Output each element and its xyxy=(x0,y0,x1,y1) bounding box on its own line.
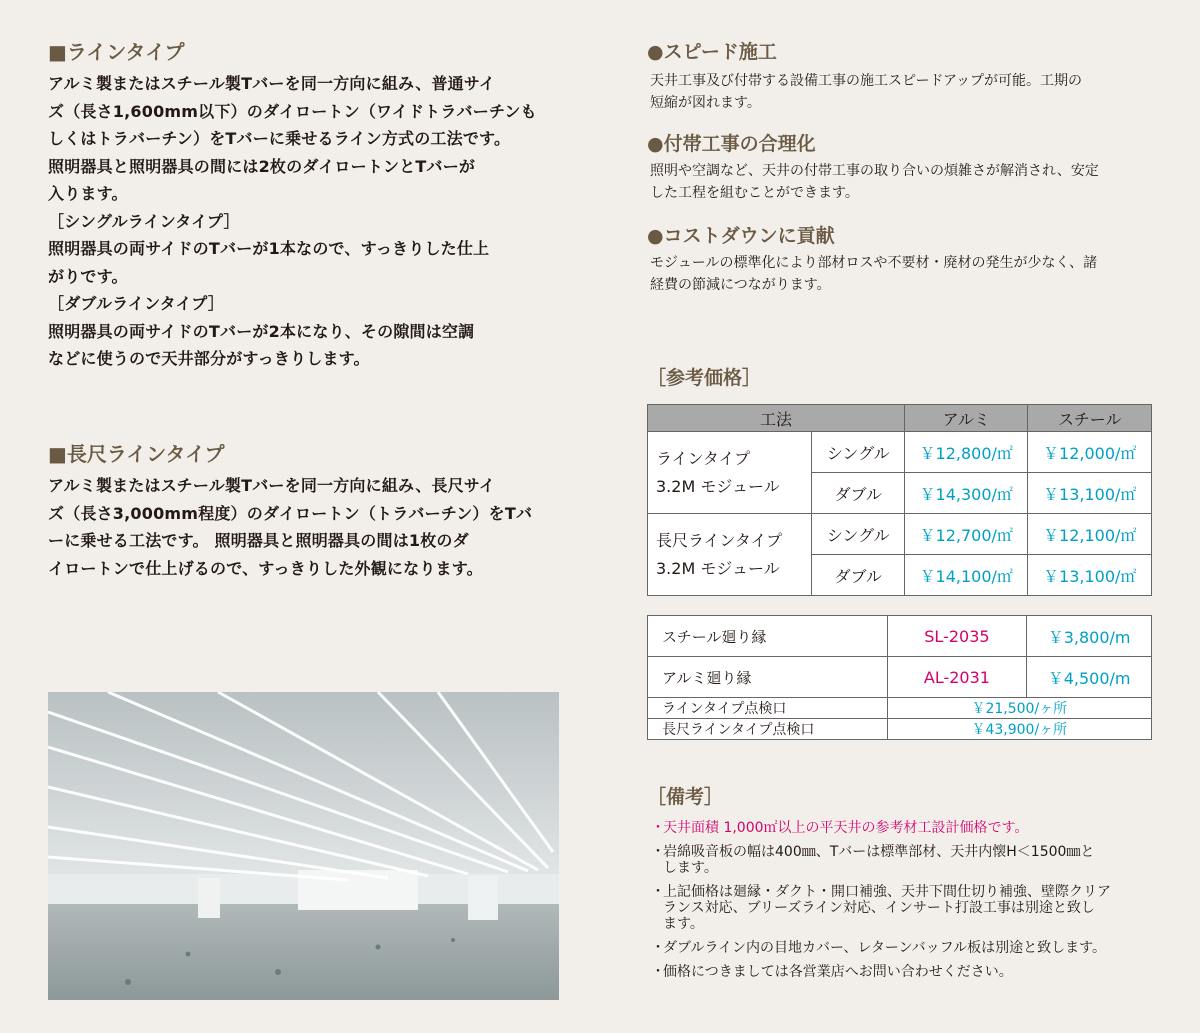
text-line: などに使うので天井部分がすっきりします。 xyxy=(48,349,370,368)
list-item xyxy=(651,940,1161,956)
text-line: 照明器具と照明器具の間には2枚のダイロートンとTバーが xyxy=(48,156,476,176)
text-line: 経費の節減につながります。 xyxy=(650,277,831,293)
text-line: した工程を組むことができます。 xyxy=(650,185,859,201)
subtype-cell: ダブル xyxy=(812,555,905,596)
accessory-price: ￥4,500/m xyxy=(1027,657,1152,698)
text-line: ［シングルラインタイプ］ xyxy=(48,211,240,231)
bullet: ・ xyxy=(651,940,665,956)
accessory-name: アルミ廻り縁 xyxy=(648,657,888,698)
table-row xyxy=(648,698,1152,719)
note-line: 岩綿吸音板の幅は400㎜、Tバーは標準部材、天井内懐H＜1500㎜と xyxy=(663,844,1095,860)
long-type-heading: ■長尺ラインタイプ xyxy=(48,442,225,466)
subtype-cell: ダブル xyxy=(812,473,905,514)
alumi-price-cell: ￥14,100/㎡ xyxy=(904,555,1027,596)
text-line: ズ（長さ1,600mm以下）のダイロートン（ワイドトラバーチンも xyxy=(48,101,537,121)
text-line: ［ダブルラインタイプ］ xyxy=(48,294,225,313)
inspection-name: 長尺ラインタイプ点検口 xyxy=(648,719,888,740)
column-header-alumi: アルミ xyxy=(904,405,1027,432)
note-line: ます。 xyxy=(663,916,704,932)
feature-heading-cost: ●コストダウンに貢献 xyxy=(647,225,835,247)
text-line: がりです。 xyxy=(48,266,128,286)
steel-price-cell: ￥12,000/㎡ xyxy=(1028,432,1152,473)
subtype-cell: シングル xyxy=(812,514,905,555)
steel-price-cell: ￥13,100/㎡ xyxy=(1028,473,1152,514)
method-name: ラインタイプ xyxy=(656,448,751,468)
text-line: ズ（長さ3,000mm程度）のダイロートン（トラバーチン）をTバ xyxy=(48,503,533,523)
feature-heading-rationalization: ●付帯工事の合理化 xyxy=(647,133,816,155)
ceiling-photo xyxy=(48,692,559,1000)
method-module: 3.2M モジュール xyxy=(656,476,780,496)
table-row xyxy=(648,616,1152,657)
feature-text-cost xyxy=(650,252,1097,296)
method-name: 長尺ラインタイプ xyxy=(656,530,783,550)
text-line: 天井工事及び付帯する設備工事の施工スピードアップが可能。工期の xyxy=(650,73,1083,89)
method-module: 3.2M モジュール xyxy=(656,558,780,578)
inspection-price: ￥43,900/ヶ所 xyxy=(887,719,1151,740)
alumi-price-cell: ￥12,700/㎡ xyxy=(904,514,1027,555)
inspection-name: ラインタイプ点検口 xyxy=(648,698,888,719)
text-line: しくはトラバーチン）をTバーに乗せるライン方式の工法です。 xyxy=(48,129,511,148)
text-line: アルミ製またはスチール製Tバーを同一方向に組み、普通サイ xyxy=(48,74,496,93)
alumi-price-cell: ￥12,800/㎡ xyxy=(904,432,1027,473)
price-table xyxy=(647,404,1152,596)
accessory-code: AL-2031 xyxy=(887,657,1027,698)
text-line: アルミ製またはスチール製Tバーを同一方向に組み、長尺サイ xyxy=(48,476,496,495)
method-cell xyxy=(648,432,812,514)
note-line: 上記価格は廻縁・ダクト・開口補強、天井下間仕切り補強、壁際クリア xyxy=(663,884,1111,900)
bullet: ・ xyxy=(651,820,665,836)
text-line: 照明器具の両サイドのTバーが2本になり、その隙間は空調 xyxy=(48,321,475,341)
table-row xyxy=(648,719,1152,740)
price-table-header xyxy=(648,405,1152,432)
note-line: ダブルライン内の目地カバー、レターンバッフル板は別途と致します。 xyxy=(663,940,1106,956)
notes-section-label: ［備考］ xyxy=(647,786,724,808)
line-type-description xyxy=(48,70,537,373)
ceiling-photo-graphic xyxy=(48,692,559,1000)
column-header-method: 工法 xyxy=(648,405,905,432)
note-line: 価格につきましては各営業店へお問い合わせください。 xyxy=(663,964,1013,980)
steel-price-cell: ￥13,100/㎡ xyxy=(1028,555,1152,596)
text-line: 照明器具の両サイドのTバーが1本なので、すっきりした仕上 xyxy=(48,239,490,258)
text-line: 入ります。 xyxy=(48,184,128,203)
bullet: ・ xyxy=(651,844,665,860)
note-line: します。 xyxy=(663,860,718,876)
subtype-cell: シングル xyxy=(812,432,905,473)
text-line: イロートンで仕上げるので、すっきりした外観になります。 xyxy=(48,558,483,578)
steel-price-cell: ￥12,100/㎡ xyxy=(1028,514,1152,555)
method-cell xyxy=(648,514,812,596)
price-section-label: ［参考価格］ xyxy=(647,367,762,389)
bullet: ・ xyxy=(651,884,665,900)
text-line: モジュールの標準化により部材ロスや不要材・廃材の発生が少なく、諸 xyxy=(650,255,1098,271)
line-type-heading: ■ラインタイプ xyxy=(48,40,185,64)
text-line: 短縮が図れます。 xyxy=(650,95,761,111)
note-line: ランス対応、ブリーズライン対応、インサート打設工事は別途と致し xyxy=(663,900,1095,916)
text-line: 照明や空調など、天井の付帯工事の取り合いの煩雑さが解消され、安定 xyxy=(650,163,1099,179)
alumi-price-cell: ￥14,300/㎡ xyxy=(904,473,1027,514)
accessory-price: ￥3,800/m xyxy=(1027,616,1152,657)
feature-text-rationalization xyxy=(650,160,1099,204)
note-line: 天井面積 1,000㎡以上の平天井の参考材工設計価格です。 xyxy=(663,820,1029,836)
list-item xyxy=(651,820,1161,836)
feature-heading-speed: ●スピード施工 xyxy=(647,41,777,63)
bullet: ・ xyxy=(651,964,665,980)
column-header-steel: スチール xyxy=(1028,405,1152,432)
feature-text-speed xyxy=(650,70,1082,114)
text-line: ーに乗せる工法です。 照明器具と照明器具の間は1枚のダ xyxy=(48,531,469,550)
inspection-price: ￥21,500/ヶ所 xyxy=(887,698,1151,719)
long-type-description xyxy=(48,472,532,582)
table-row xyxy=(648,514,1152,555)
accessories-table xyxy=(647,615,1152,740)
list-item xyxy=(651,844,1161,876)
list-item xyxy=(651,884,1161,932)
list-item xyxy=(651,964,1161,980)
accessory-name: スチール廻り縁 xyxy=(648,616,888,657)
notes-list xyxy=(651,820,1161,988)
table-row xyxy=(648,657,1152,698)
accessory-code: SL-2035 xyxy=(887,616,1027,657)
table-row xyxy=(648,432,1152,473)
